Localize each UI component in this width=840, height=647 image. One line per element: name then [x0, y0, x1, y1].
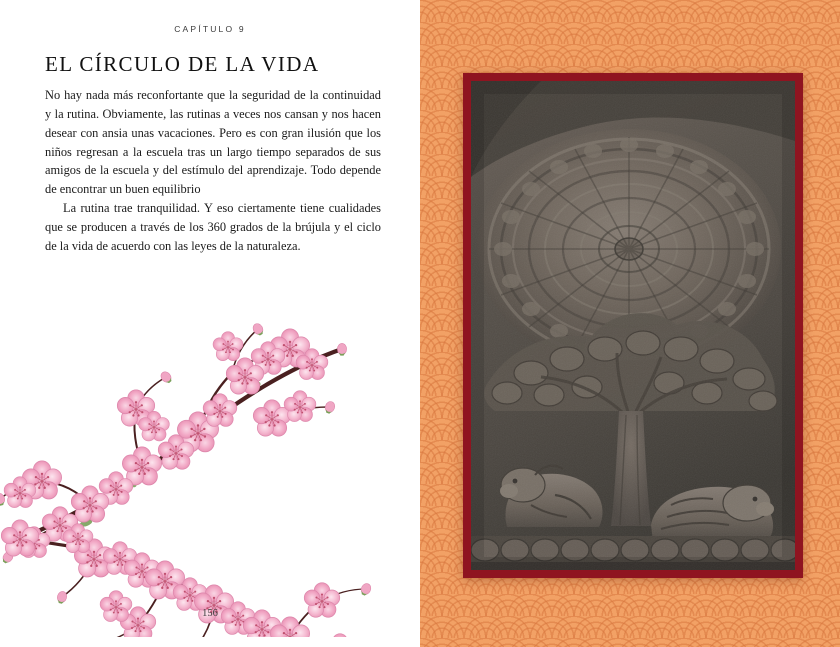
paragraph-2: La rutina trae tranquilidad. Y eso ciertamente tiene cualidades que se producen a través de los 360 grados de la brújula y el ciclo de la vida de acuerdo con las leyes de la naturaleza. [45, 201, 381, 253]
page-number: 156 [202, 608, 218, 619]
cherry-blossom-illustration [0, 307, 420, 637]
photo-frame [463, 73, 803, 578]
stone-carving-bodhi-tree-image [471, 81, 795, 570]
body-text [45, 86, 381, 256]
stone-carving-photo [471, 81, 795, 570]
page-title: EL CÍRCULO DE LA VIDA [45, 52, 320, 76]
paragraph-1: No hay nada más reconfortante que la seguridad de la continuidad y la rutina. Obviamente, las rutinas a veces nos cansan y nos hacen desear con ansia unas vacaciones. Pero es con gran ilusión que los niños regresan a la escuela tras un largo tiempo separados de sus amigos de la escuela y del estímulo del aprendizaje. Todo depende de encontrar un buen equilibrio [45, 88, 381, 197]
chapter-label: CAPÍTULO 9 [174, 24, 246, 34]
right-page [420, 0, 840, 647]
